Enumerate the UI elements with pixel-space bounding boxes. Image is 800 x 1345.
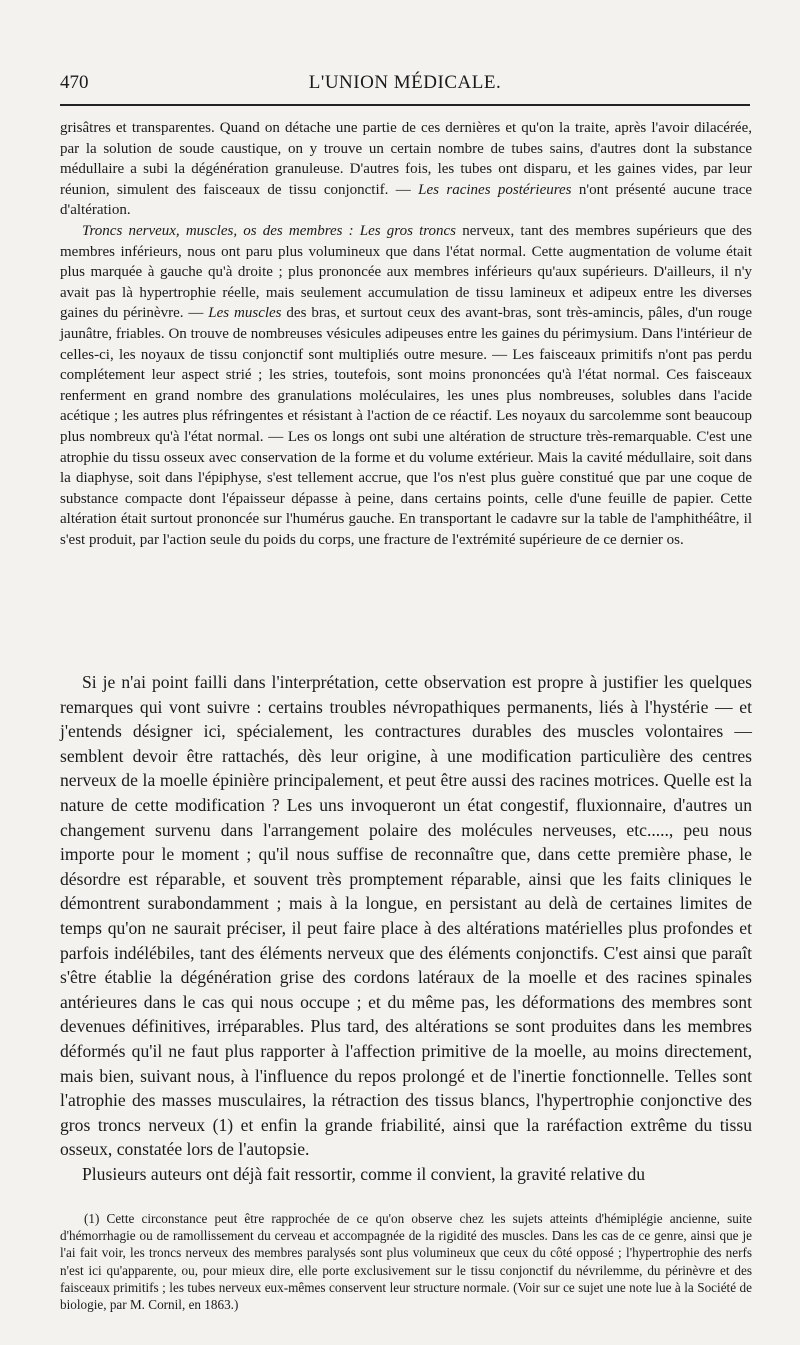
text-run: des bras, et surtout ceux des avant-bras, sont très-amincis, pâles, d'un rouge jaunâtre, friables. On trouve de nombreuses vésicules adipeuses entre les gaines du périmysium. Dans l'intérieur de celles-ci, les noyaux de tissu conjonctif sont multipliés outre mesure. — Les faisceaux primitifs n'ont pas perdu complétement leur aspect strié ; les stries, toutefois, sont moins prononcées qu'à l'état normal. Ces faisceaux renferment en grand nombre des granulations moléculaires, les unes plus nombreuses, solubles dans l'acide acétique ; les autres plus réfringentes et résistant à l'action de ce réactif. Les noyaux du sarcolemme sont beaucoup plus nombreux qu'à l'état normal. — Les os longs ont subi une altération de structure très-remarquable. C'est une atrophie du tissu osseux avec conservation de la forme et du volume extérieur. Mais la cavité médullaire, soit dans la diaphyse, soit dans l'épiphyse, s'est tellement accrue, que l'os n'est plus guère constitué que par une coque de substance compacte dont l'épaisseur dépasse à peine, dans certains points, celle d'une feuille de papier. Cette altération était surtout prononcée sur l'humérus gauche. En transportant le cadavre sur la table de l'amphithéâtre, il s'est produit, par l'action seule du poids du corps, une fracture de l'extrémité supérieure de ce dernier os. (60, 305, 753, 548)
paragraph-spinal-roots (60, 118, 752, 221)
paragraph-nerves-muscles-bones (60, 221, 752, 551)
italic-run: Troncs nerveux, muscles, os des membres : Les gros troncs (82, 222, 457, 239)
text-run: grisâtres et transparentes. Quand on détache une partie de ces dernières et qu'on la traite, après l'avoir dilacérée, par la solution de soude caustique, on y trouve un certain nombre de tubes sains, d'autres dont la substance médullaire a subi la dégénération granuleuse. D'autres fois, les tubes ont disparu, et les gaines vides, par leur réunion, simulent des faisceaux de tissu conjonctif. — (60, 120, 752, 198)
footnote (60, 1210, 752, 1313)
autopsy-report-block (60, 118, 752, 550)
italic-run: Les muscles (208, 305, 282, 322)
journal-title: L'UNION MÉDICALE. (308, 72, 502, 93)
text-run: nerveux, tant des membres supérieurs que des membres inférieurs, nous ont paru plus volumineux que dans l'état normal. Cette augmentation de volume était plus marquée à gauche qu'à droite ; plus prononcée aux membres inférieurs qu'aux supérieurs. D'ailleurs, il n'y avait pas là hypertrophie réelle, mais seulement accumulation de tissu lamineux et adipeux entre les diverses gaines du périnèvre. — (60, 222, 752, 322)
italic-run: Les racines postérieures (418, 181, 572, 198)
paragraph-interpretation: Si je n'ai point failli dans l'interprétation, cette observation est propre à justifier les quelques remarques qui vont suivre : certains troubles névropathiques permanents, liés à l'hystérie — et j'entends désigner ici, spécialement, les contractures durables des muscles volontaires — semblent devoir être rattachés, dès leur origine, à une modification particulière des centres nerveux de la moelle épinière principalement, et peut être aussi des racines motrices. Quelle est la nature de cette modification ? Les uns invoqueront un état congestif, fluxionnaire, d'autres un changement survenu dans l'arrangement polaire des molécules nerveuses, etc....., peu nous importe pour le moment ; qu'il nous suffise de reconnaître que, dans cette première phase, le désordre est réparable, et souvent très promptement réparable, ainsi que les faits cliniques le démontrent surabondamment ; mais à la longue, en persistant au delà de certaines limites de temps qu'on ne saurait préciser, il peut faire place à des altérations matérielles plus profondes et parfois indélébiles, tant des éléments nerveux que des éléments conjonctifs. C'est ainsi que paraît s'être établie la dégénération grise des cordons latéraux de la moelle et des racines spinales antérieures dans le cas qui nous occupe ; et du même pas, les déformations des membres sont devenues définitives, irréparables. Plus tard, des altérations se sont produites dans les membres déformés qu'il ne faut plus rapporter à l'affection primitive de la moelle, au moins directement, mais bien, suivant nous, à l'influence du repos prolongé et de l'inertie fonctionnelle. Telles sont l'atrophie des masses musculaires, la rétraction des tissus blancs, l'hypertrophie conjonctive des gros troncs nerveux (1) et enfin la grande friabilité, ainsi que la raréfaction extrême du tissu osseux, constatée lors de l'autopsie. (60, 672, 752, 1160)
discussion-block (60, 670, 752, 1186)
header-rule (60, 104, 750, 106)
paragraph-gravity: Plusieurs auteurs ont déjà fait ressortir, comme il convient, la gravité relative du (82, 1163, 646, 1184)
text-run: n'ont présenté aucune trace d'altération. (60, 181, 753, 219)
footnote-text: (1) Cette circonstance peut être rapprochée de ce qu'on observe chez les sujets atteints d'hémiplégie ancienne, suite d'hémorrhagie ou de ramollissement du cerveau et accompagnée de la rigidité des muscles. Dans les cas de ce genre, ainsi que je l'ai fait voir, les troncs nerveux des membres paralysés sont plus volumineux que ceux du côté opposé ; l'hypertrophie des nerfs n'est ici qu'apparente, ou, pour mieux dire, elle porte exclusivement sur le tissu conjonctif du névrilemme, du périnèvre et des faisceaux primitifs ; les tubes nerveux eux-mêmes conservent leur structure normale. (Voir sur ce sujet une note lue à la Société de biologie, par M. Cornil, en 1863.) (60, 1211, 752, 1313)
page-number: 470 (60, 72, 89, 93)
